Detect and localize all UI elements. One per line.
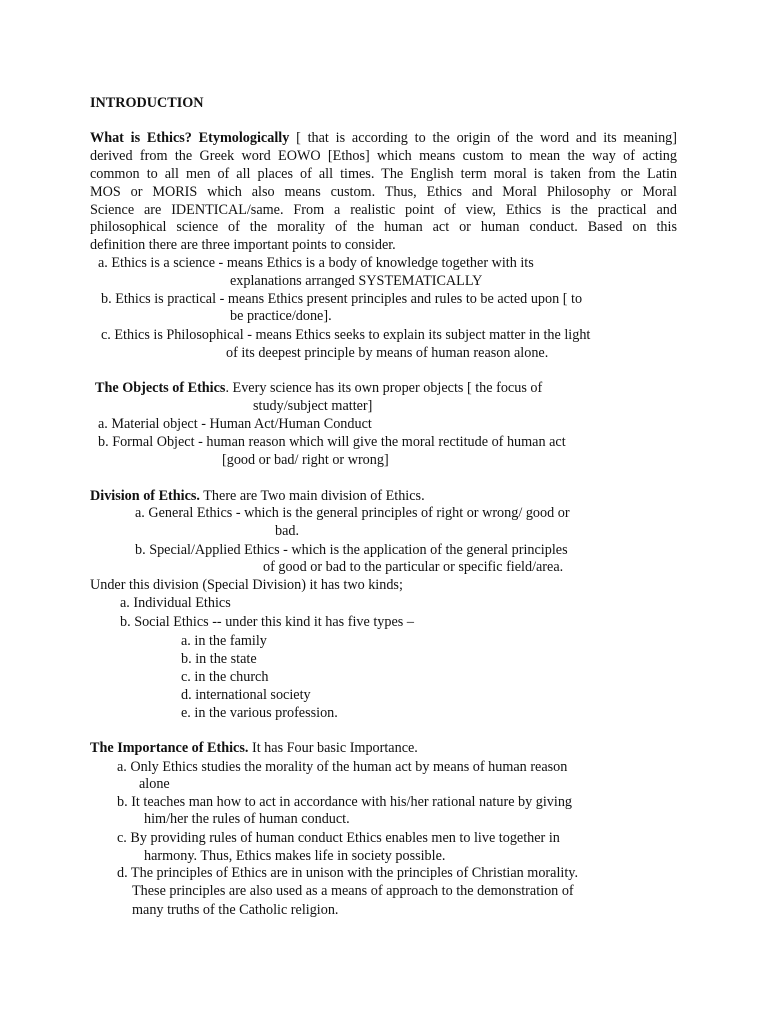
objects-item-b-cont: [good or bad/ right or wrong] <box>222 452 389 468</box>
importance-heading: The Importance of Ethics. <box>90 740 249 756</box>
division-a-line-1: a. General Ethics - which is the general principles of right or wrong/ good or <box>135 505 570 521</box>
type-church: c. in the church <box>181 669 269 685</box>
point-a-line-1: a. Ethics is a science - means Ethics is a body of knowledge together with its <box>98 255 534 271</box>
importance-d-line-3: many truths of the Catholic religion. <box>132 902 339 918</box>
importance-d-line-2: These principles are also used as a means of approach to the demonstration of <box>132 883 574 899</box>
division-b-line-1: b. Special/Applied Ethics - which is the application of the general principles <box>135 542 568 558</box>
division-line-1 <box>90 487 425 505</box>
division-heading: Division of Ethics. <box>90 488 200 504</box>
importance-b-line-1: b. It teaches man how to act in accordance with his/her rational nature by giving <box>117 794 573 810</box>
point-c-line-2: of its deepest principle by means of human reason alone. <box>226 345 549 361</box>
objects-intro: . Every science has its own proper objects [ the focus of <box>225 380 543 396</box>
what-is-ethics-line-5: Science are IDENTICAL/same. From a realistic point of view, Ethics is the practical and <box>90 202 677 218</box>
point-a-line-2: explanations arranged SYSTEMATICALLY <box>230 273 483 289</box>
kind-social: b. Social Ethics -- under this kind it has five types – <box>120 614 414 630</box>
what-is-ethics-line-2: derived from the Greek word EOWO [Ethos] which means custom to mean the way of acting <box>90 148 677 164</box>
objects-intro-cont: study/subject matter] <box>253 398 373 414</box>
what-is-ethics-line-7: definition there are three important points to consider. <box>90 237 396 253</box>
point-b-line-1: b. Ethics is practical - means Ethics present principles and rules to be acted upon [ to <box>101 291 583 307</box>
what-is-ethics-line-3: common to all men of all places of all times. The English term moral is taken from the Latin <box>90 166 677 182</box>
kind-individual: a. Individual Ethics <box>120 595 231 611</box>
division-b-line-2: of good or bad to the particular or specific field/area. <box>263 559 564 575</box>
importance-intro: It has Four basic Importance. <box>248 740 418 756</box>
point-b-line-2: be practice/done]. <box>230 308 332 324</box>
importance-b-line-2: him/her the rules of human conduct. <box>144 811 350 827</box>
type-profession: e. in the various profession. <box>181 705 338 721</box>
type-family: a. in the family <box>181 633 267 649</box>
objects-line-1 <box>95 379 542 397</box>
objects-heading: The Objects of Ethics <box>95 380 226 396</box>
point-c-line-1: c. Ethics is Philosophical - means Ethics seeks to explain its subject matter in the light <box>101 327 591 343</box>
division-a-line-2: bad. <box>275 523 300 539</box>
objects-item-a: a. Material object - Human Act/Human Conduct <box>98 416 372 432</box>
division-intro: There are Two main division of Ethics. <box>199 488 425 504</box>
what-is-ethics-heading: What is Ethics? Etymologically <box>90 130 290 146</box>
what-is-ethics-line-6: philosophical science of the morality of the human act or human conduct. Based on this <box>90 219 677 235</box>
type-state: b. in the state <box>181 651 257 667</box>
what-is-ethics-line-4: MOS or MORIS which also means custom. Thus, Ethics and Moral Philosophy or Moral <box>90 184 677 200</box>
type-international: d. international society <box>181 687 311 703</box>
importance-a-line-2: alone <box>139 776 170 792</box>
importance-a-line-1: a. Only Ethics studies the morality of the human act by means of human reason <box>117 759 568 775</box>
importance-c-line-2: harmony. Thus, Ethics makes life in society possible. <box>144 848 446 864</box>
page-title: INTRODUCTION <box>90 95 204 111</box>
importance-d-line-1: d. The principles of Ethics are in unison with the principles of Christian morality. <box>117 865 579 881</box>
division-under: Under this division (Special Division) it has two kinds; <box>90 577 403 593</box>
importance-line-1 <box>90 739 418 757</box>
what-is-ethics-line-1 <box>90 129 677 147</box>
what-is-ethics-text-1: [ that is according to the origin of the word and its meaning] <box>289 130 677 146</box>
importance-c-line-1: c. By providing rules of human conduct Ethics enables men to live together in <box>117 830 560 846</box>
objects-item-b: b. Formal Object - human reason which will give the moral rectitude of human act <box>98 434 566 450</box>
